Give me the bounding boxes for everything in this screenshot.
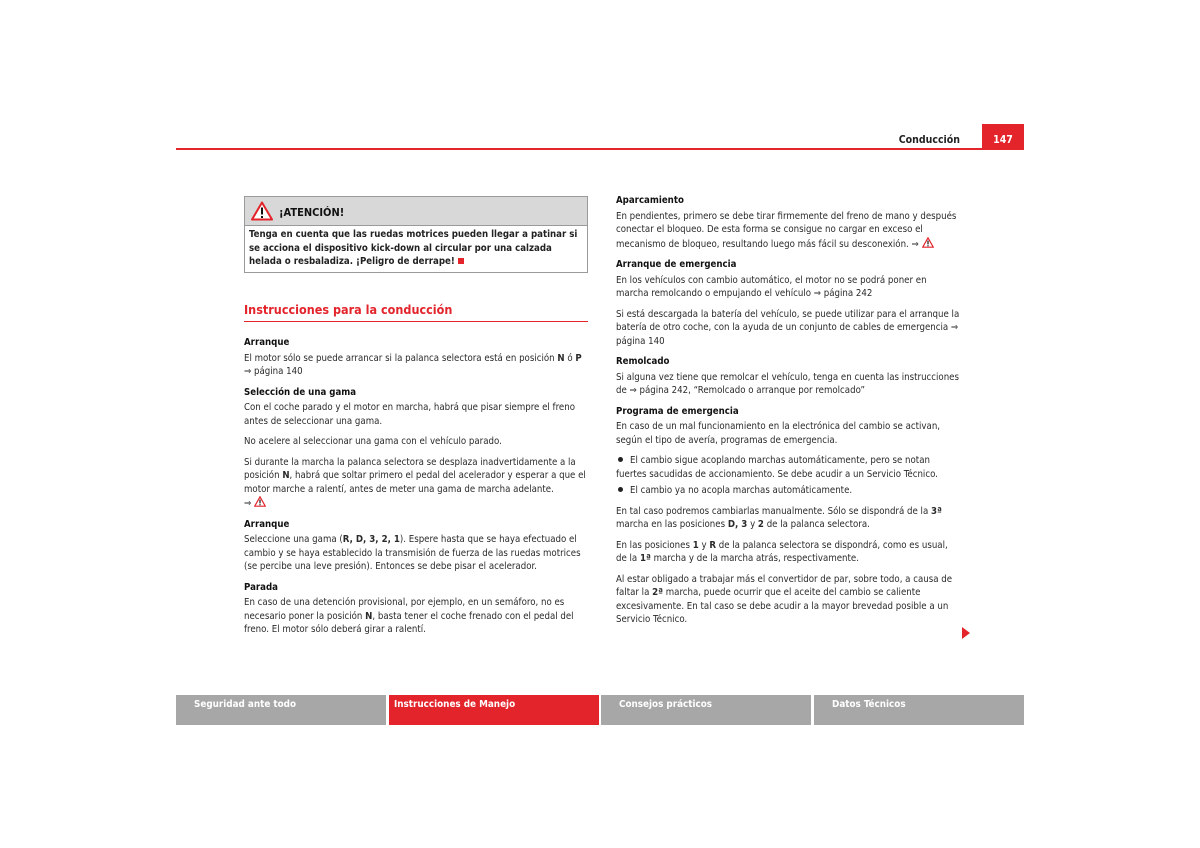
para-programa-2: En tal caso podremos cambiarlas manualmente. Sólo se dispondrá de la 3ª marcha en las posiciones D, 3 y 2 de la palanca selectora.	[616, 505, 942, 530]
para-remolcado: Si alguna vez tiene que remolcar el vehículo, tenga en cuenta las instrucciones de ⇒ página 242, “Remolcado o arranque por remolcado”	[616, 371, 959, 396]
para-gama-2: No acelere al seleccionar una gama con el vehículo parado.	[244, 436, 502, 447]
page-number: 147	[982, 124, 1024, 150]
heading-arranque: Arranque	[244, 337, 290, 348]
tab-seguridad[interactable]: Seguridad ante todo	[176, 695, 386, 725]
tab-instrucciones-manejo[interactable]: Instrucciones de Manejo	[389, 695, 599, 725]
warning-triangle-icon	[922, 237, 934, 248]
right-body	[616, 194, 960, 634]
warning-box	[244, 196, 588, 273]
list-item: El cambio ya no acopla marchas automáticamente.	[616, 484, 960, 498]
heading-aparcamiento: Aparcamiento	[616, 195, 684, 206]
left-body	[244, 336, 588, 644]
header-rule	[176, 148, 1024, 150]
para-parada: En caso de una detención provisional, por ejemplo, en un semáforo, no es necesario poner la posición N, basta tener el coche frenado con el pedal del freno. El motor sólo deberá girar a ralentí.	[244, 597, 574, 635]
running-header-section: Conducción	[898, 134, 960, 146]
para-programa-1: En caso de un mal funcionamiento en la electrónica del cambio se activan, según el tipo de avería, programas de emergencia.	[616, 421, 941, 446]
para-aparcamiento: En pendientes, primero se debe tirar firmemente del freno de mano y después conectar el bloqueo. De esta forma se consigue no cargar en exceso el mecanismo de bloqueo, resultando luego más fácil su desconexión. ⇒	[616, 210, 957, 250]
heading-programa-emergencia: Programa de emergencia	[616, 405, 739, 417]
para-emergencia-1: En los vehículos con cambio automático, el motor no se podrá poner en marcha remolcando o empujando el vehículo ⇒ página 242	[616, 274, 927, 299]
warning-triangle-icon	[254, 496, 266, 507]
end-of-warning-marker	[458, 258, 464, 264]
heading-arranque-emergencia: Arranque de emergencia	[616, 259, 737, 270]
para-arranque-2: Seleccione una gama (R, D, 3, 2, 1). Espere hasta que se haya efectuado el cambio y se haya establecido la transmisión de fuerza de las ruedas motrices (se percibe una leve presión). Entonces se debe pisar el acelerador.	[244, 534, 581, 572]
page-ref-link: ⇒ página 140	[244, 366, 303, 377]
bullet-icon	[618, 457, 623, 462]
warning-title: ¡ATENCIÓN!	[279, 206, 345, 219]
list-item: El cambio sigue acoplando marchas automáticamente, pero se notan fuertes sacudidas de accionamiento. Se debe acudir a un Servicio Técnico.	[616, 455, 938, 480]
para-arranque: El motor sólo se puede arrancar si la palanca selectora está en posición N ó P ⇒ página 140	[244, 352, 582, 377]
warning-triangle-icon	[251, 201, 273, 221]
section-title: Instrucciones para la conducción	[244, 303, 588, 322]
heading-seleccion-gama: Selección de una gama	[244, 386, 357, 398]
warning-header	[245, 197, 587, 226]
bullet-icon	[618, 487, 623, 492]
tab-datos-tecnicos[interactable]: Datos Técnicos	[814, 695, 1024, 725]
para-gama-3: Si durante la marcha la palanca selectora se desplaza inadvertidamente a la posición N, habrá que soltar primero el pedal del acelerador y esperar a que el motor marche a ralentí, antes de meter una gama de marcha adelante. ⇒	[244, 456, 586, 509]
para-gama-1: Con el coche parado y el motor en marcha, habrá que pisar siempre el freno antes de seleccionar una gama.	[244, 402, 575, 427]
warning-text: Tenga en cuenta que las ruedas motrices pueden llegar a patinar si se acciona el dispositivo kick-down al circular por una calzada helada o resbaladiza. ¡Peligro de derrape!	[249, 229, 578, 267]
warning-body	[245, 226, 587, 272]
tab-consejos-practicos[interactable]: Consejos prácticos	[601, 695, 811, 725]
heading-arranque-2: Arranque	[244, 518, 290, 530]
heading-parada: Parada	[244, 581, 278, 593]
para-emergencia-2: Si está descargada la batería del vehículo, se puede utilizar para el arranque la batería de otro coche, con la ayuda de un conjunto de cables de emergencia ⇒ página 140	[616, 308, 960, 347]
footer-nav	[176, 695, 1024, 725]
para-programa-4: Al estar obligado a trabajar más el convertidor de par, sobre todo, a causa de faltar la 2ª marcha, puede ocurrir que el aceite del cambio se caliente excesivamente. En tal caso se debe acudir a la mayor brevedad posible a un Servicio Técnico.	[616, 573, 953, 625]
heading-remolcado: Remolcado	[616, 356, 670, 367]
para-programa-3: En las posiciones 1 y R de la palanca selectora se dispondrá, como es usual, de la 1ª marcha y de la marcha atrás, respectivamente.	[616, 539, 948, 564]
next-page-arrow-icon[interactable]	[962, 627, 970, 639]
